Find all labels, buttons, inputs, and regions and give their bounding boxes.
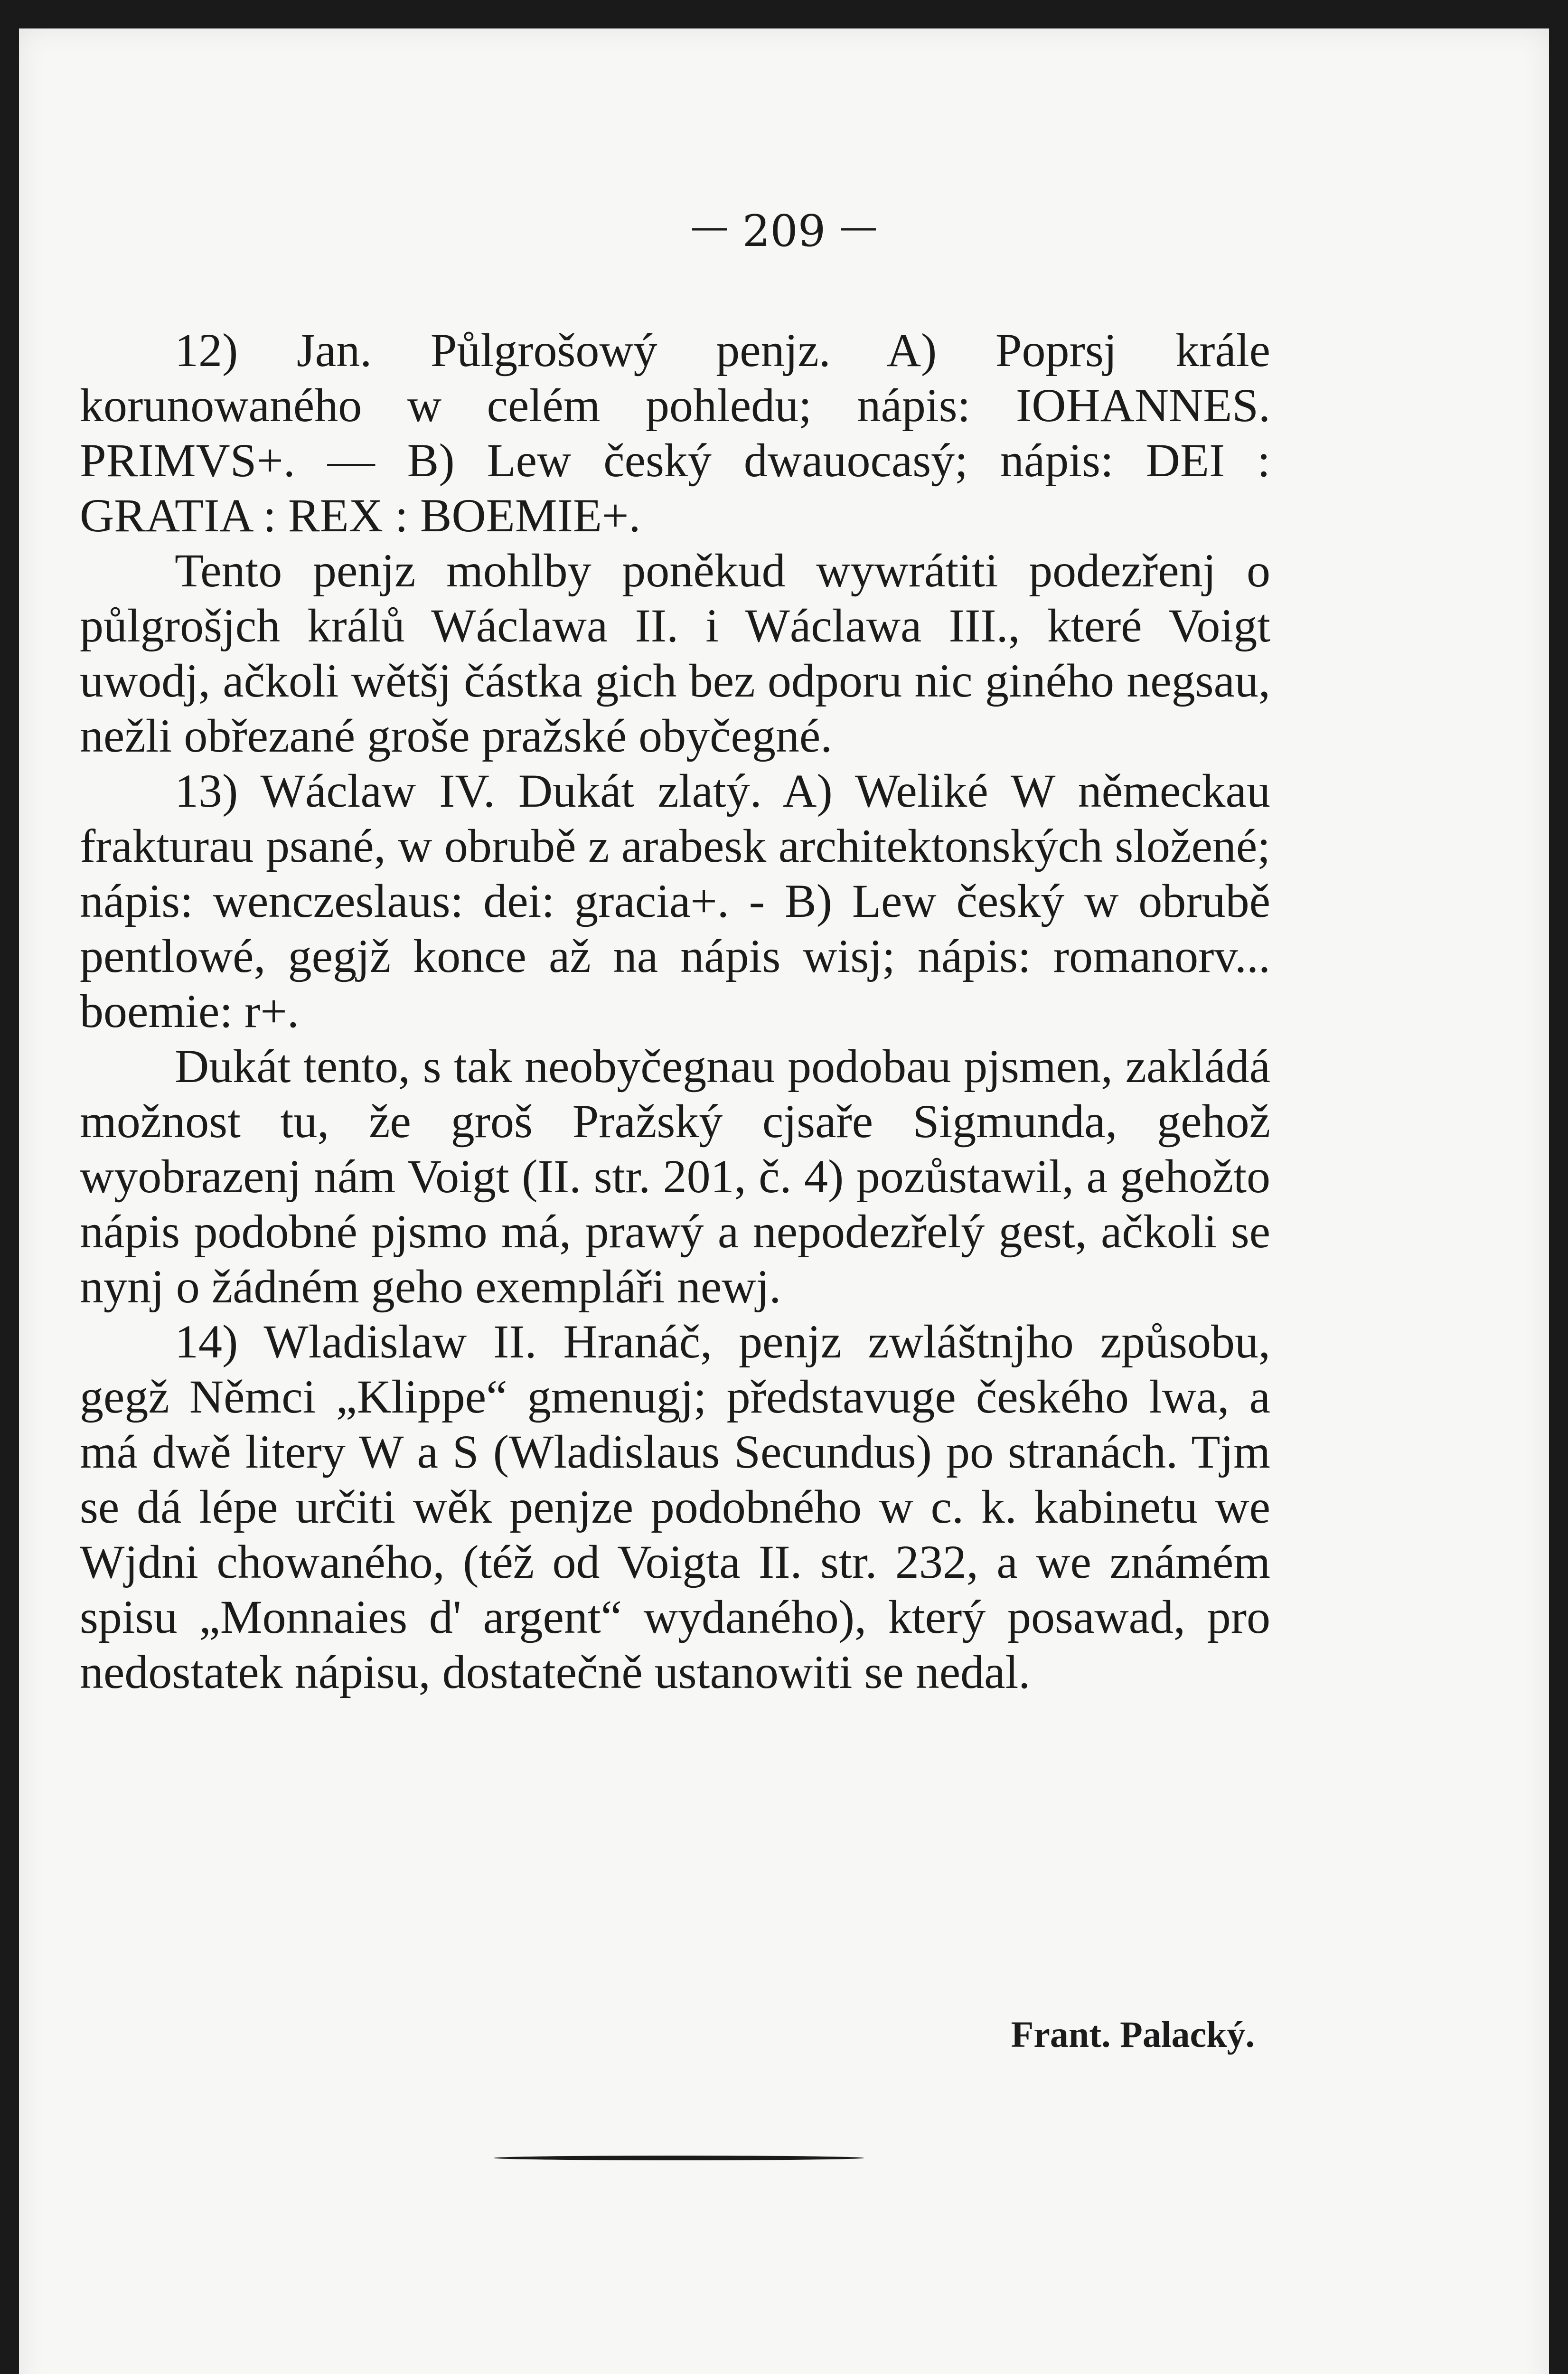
body-text [80, 323, 1270, 1700]
header-dash-right: — [839, 204, 878, 248]
paragraph-commentary-13: Dukát tento, s tak neobyčegnau podobau pjsmen, zakládá možnost tu, že groš Pražský cjsaře Sigmunda, gehož wyobrazenj nám Voigt (II. str. 201, č. 4) pozůstawil, a gehožto nápis podobné pjsmo má, prawý a nepodezřelý gest, ačkoli se nynj o žádném geho exempláři newj. [80, 1040, 1270, 1313]
book-page [19, 28, 1549, 2374]
header-dash-left: — [690, 204, 729, 248]
paragraph-commentary-12: Tento penjz mohlby poněkud wywrátiti podezřenj o půlgrošjch králů Wáclawa II. i Wáclawa III., které Voigt uwodj, ačkoli wětšj částka gich bez odporu nic giného negsau, nežli obřezané groše pražské obyčegné. [80, 544, 1270, 762]
page-header [19, 204, 1549, 256]
paragraph-item-14: 14) Wladislaw II. Hranáč, penjz zwláštnjho způsobu, gegž Němci „Klippe“ gmenugj; představuge českého lwa, a má dwě litery W a S (Wladislaus Secundus) po stranách. Tjm se dá lépe určiti wěk penjze podobného w c. k. kabinetu we Wjdni chowaného, (též od Voigta II. str. 232, a we známém spisu „Monnaies d' argent“ wydaného), který posawad, pro nedostatek nápisu, dostatečně ustanowiti se nedal. [80, 1315, 1270, 1698]
author-signature: Frant. Palacký. [1011, 2014, 1255, 2055]
closing-rule [494, 2156, 864, 2160]
page-number: 209 [742, 206, 826, 256]
paragraph-item-13: 13) Wáclaw IV. Dukát zlatý. A) Weliké W německau frakturau psané, w obrubě z arabesk architektonských složené; nápis: wenczeslaus: dei: gracia+. - B) Lew český w obrubě pentlowé, gegjž konce až na nápis wisj; nápis: romanorv... boemie: r+. [80, 764, 1270, 1037]
paragraph-item-12: 12) Jan. Půlgrošowý penjz. A) Poprsj krále korunowaného w celém pohledu; nápis: IOHANNES. PRIMVS+. — B) Lew český dwauocasý; nápis: DEI : GRATIA : REX : BOEMIE+. [80, 324, 1270, 542]
